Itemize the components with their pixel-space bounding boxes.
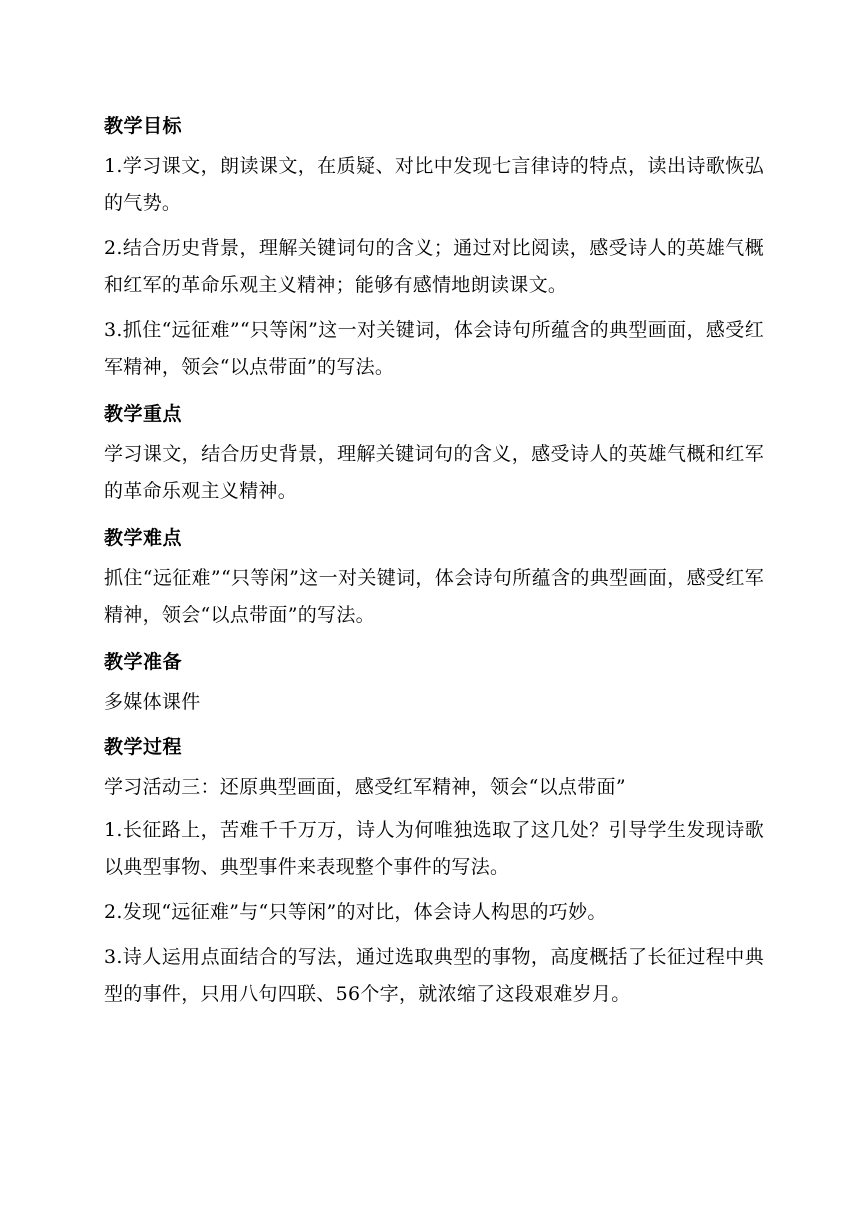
process-activity: 学习活动三：还原典型画面，感受红军精神，领会“以点带面” bbox=[104, 776, 626, 798]
goal-item-2: 2.结合历史背景，理解关键词句的含义；通过对比阅读，感受诗人的英雄气概和红军的革命乐观主义精神；能够有感情地朗读课文。 bbox=[104, 237, 764, 296]
document-page bbox=[104, 106, 764, 1021]
section-heading-goals: 教学目标 bbox=[104, 115, 183, 137]
section-heading-key-points: 教学重点 bbox=[104, 403, 183, 425]
goal-item-3: 3.抓住“远征难”“只等闲”这一对关键词，体会诗句所蕴含的典型画面，感受红军精神，领会“以点带面”的写法。 bbox=[104, 319, 764, 378]
difficulties-text: 抓住“远征难”“只等闲”这一对关键词，体会诗句所蕴含的典型画面，感受红军精神，领会“以点带面”的写法。 bbox=[104, 567, 764, 626]
process-item-3: 3.诗人运用点面结合的写法，通过选取典型的事物，高度概括了长征过程中典型的事件，只用八句四联、56个字，就浓缩了这段艰难岁月。 bbox=[104, 946, 764, 1005]
section-heading-process: 教学过程 bbox=[104, 736, 183, 758]
process-item-2: 2.发现“远征难”与“只等闲”的对比，体会诗人构思的巧妙。 bbox=[104, 901, 607, 923]
process-item-1: 1.长征路上，苦难千千万万，诗人为何唯独选取了这几处？引导学生发现诗歌以典型事物、典型事件来表现整个事件的写法。 bbox=[104, 819, 764, 878]
section-heading-difficulties: 教学难点 bbox=[104, 527, 183, 549]
section-heading-preparation: 教学准备 bbox=[104, 651, 183, 673]
preparation-text: 多媒体课件 bbox=[104, 691, 201, 713]
key-points-text: 学习课文，结合历史背景，理解关键词句的含义，感受诗人的英雄气概和红军的革命乐观主义精神。 bbox=[104, 443, 764, 502]
goal-item-1: 1.学习课文，朗读课文，在质疑、对比中发现七言律诗的特点，读出诗歌恢弘的气势。 bbox=[104, 155, 764, 214]
